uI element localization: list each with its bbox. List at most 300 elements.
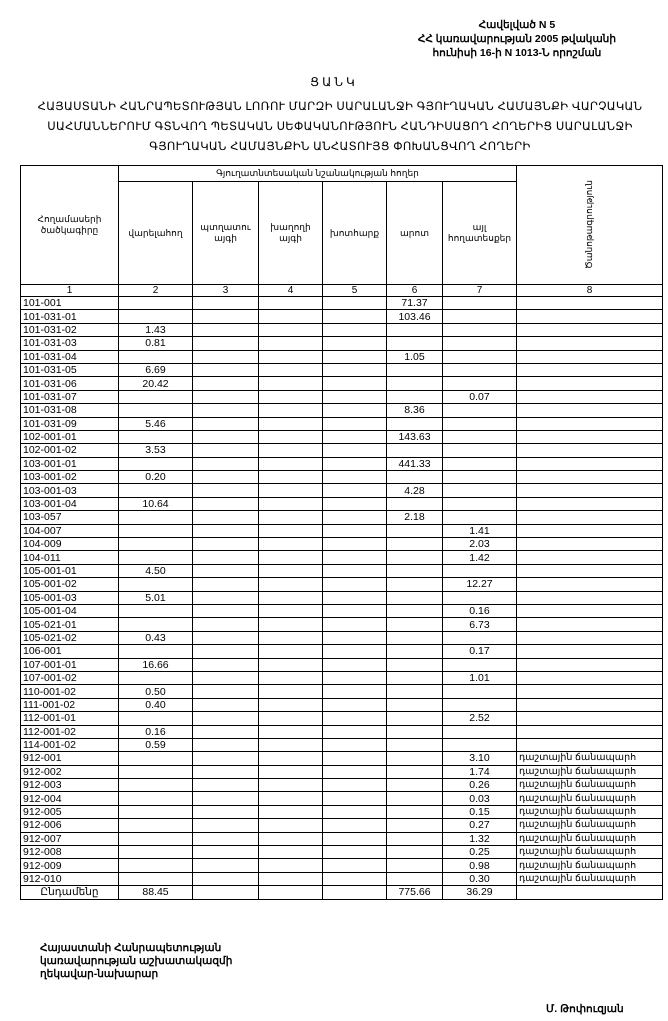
table-row	[21, 645, 663, 658]
area-cell	[193, 792, 259, 805]
note-cell	[517, 430, 663, 443]
area-cell	[387, 390, 443, 403]
area-cell	[193, 725, 259, 738]
area-cell	[193, 872, 259, 885]
area-cell	[259, 417, 323, 430]
area-cell	[259, 792, 323, 805]
area-cell	[323, 779, 387, 792]
area-cell: 2.03	[443, 538, 517, 551]
area-cell	[443, 377, 517, 390]
note-cell	[517, 417, 663, 430]
table-row	[21, 738, 663, 751]
area-cell	[387, 538, 443, 551]
area-cell	[193, 538, 259, 551]
signatory-name: Մ. Թոփուզյան	[546, 1003, 624, 1015]
area-cell	[387, 604, 443, 617]
header-col: վարելահող	[119, 182, 193, 285]
area-cell	[323, 685, 387, 698]
table-row	[21, 524, 663, 537]
table-row	[21, 471, 663, 484]
note-cell	[517, 444, 663, 457]
area-cell	[259, 832, 323, 845]
area-cell	[259, 859, 323, 872]
area-cell	[323, 832, 387, 845]
note-cell: դաշտային ճանապարհ	[517, 846, 663, 859]
list-title: ՑԱՆԿ	[310, 75, 358, 89]
area-cell	[323, 444, 387, 457]
area-cell	[193, 297, 259, 310]
area-cell	[119, 618, 193, 631]
area-cell	[259, 497, 323, 510]
note-cell	[517, 310, 663, 323]
table-row	[21, 404, 663, 417]
area-cell	[119, 538, 193, 551]
area-cell	[119, 832, 193, 845]
area-cell	[259, 658, 323, 671]
parcel-code: 912-003	[21, 779, 119, 792]
area-cell	[323, 337, 387, 350]
area-cell	[387, 363, 443, 376]
area-cell	[443, 404, 517, 417]
table-row	[21, 752, 663, 765]
area-cell	[443, 564, 517, 577]
area-cell	[193, 564, 259, 577]
area-cell	[119, 430, 193, 443]
note-cell	[517, 538, 663, 551]
annex-line-3: հունիսի 16-ի N 1013-Ն որոշման	[432, 47, 602, 59]
area-cell	[323, 631, 387, 644]
area-cell	[119, 805, 193, 818]
area-cell	[193, 765, 259, 778]
area-cell	[323, 564, 387, 577]
area-cell	[387, 337, 443, 350]
area-cell	[259, 846, 323, 859]
area-cell	[119, 712, 193, 725]
parcel-code: 101-001	[21, 297, 119, 310]
area-cell	[119, 859, 193, 872]
area-cell	[259, 631, 323, 644]
area-cell	[323, 886, 387, 899]
parcel-code: 101-031-03	[21, 337, 119, 350]
area-cell	[119, 390, 193, 403]
area-cell: 6.69	[119, 363, 193, 376]
table-row	[21, 765, 663, 778]
note-cell	[517, 297, 663, 310]
area-cell	[259, 738, 323, 751]
area-cell	[259, 712, 323, 725]
area-cell: 0.20	[119, 471, 193, 484]
table-row	[21, 390, 663, 403]
note-cell: դաշտային ճանապարհ	[517, 792, 663, 805]
document-title: ՀԱՅԱՍՏԱՆԻ ՀԱՆՐԱՊԵՏՈՒԹՅԱՆ ԼՈՌՈՒ ՄԱՐԶԻ ՍԱՐԱԼԱՆՋԻ ԳՅՈՒՂԱԿԱՆ ՀԱՄԱՅՆՔԻ ՎԱՐՉԱԿԱՆ ՍԱՀՄԱՆՆԵՐՈՒՄ ԳՏՆՎՈՂ ՊԵՏԱԿԱՆ ՍԵՓԱԿԱՆՈՒԹՅՈՒՆ ՀԱՆԴԻՍԱՑՈՂ ՀՈՂԵՐԻՑ ՍԱՐԱԼԱՆՋԻ ԳՅՈՒՂԱԿԱՆ ՀԱՄԱՅՆՔԻՆ ԱՆՀԱՏՈՒՅՑ ՓՈԽԱՆՑՎՈՂ ՀՈՂԵՐԻ	[37, 101, 643, 153]
area-cell	[387, 417, 443, 430]
area-cell	[387, 712, 443, 725]
table-row	[21, 578, 663, 591]
area-cell	[323, 604, 387, 617]
area-cell	[259, 310, 323, 323]
header-col: խաղողի այգի	[259, 182, 323, 285]
note-cell	[517, 363, 663, 376]
area-cell	[443, 698, 517, 711]
table-row	[21, 832, 663, 845]
note-cell	[517, 645, 663, 658]
signatory-line-1: Հայաստանի Հանրապետության	[40, 942, 222, 954]
area-cell	[387, 725, 443, 738]
area-cell: 0.30	[443, 872, 517, 885]
area-cell	[193, 685, 259, 698]
area-cell: 0.16	[119, 725, 193, 738]
area-cell	[193, 832, 259, 845]
area-cell: 1.05	[387, 350, 443, 363]
parcel-code: 101-031-09	[21, 417, 119, 430]
area-cell: 16.66	[119, 658, 193, 671]
parcel-code: 912-005	[21, 805, 119, 818]
area-cell	[387, 752, 443, 765]
area-cell	[119, 551, 193, 564]
area-cell: 0.59	[119, 738, 193, 751]
note-cell: դաշտային ճանապարհ	[517, 859, 663, 872]
area-cell	[193, 671, 259, 684]
area-cell	[119, 404, 193, 417]
header-group: Գյուղատնտեսական նշանակության հողեր	[119, 166, 517, 182]
parcel-code: 912-010	[21, 872, 119, 885]
area-cell	[259, 551, 323, 564]
area-cell	[387, 618, 443, 631]
area-cell	[387, 846, 443, 859]
note-cell	[517, 377, 663, 390]
header-col: այլ հողատեսքեր	[443, 182, 517, 285]
area-cell	[323, 297, 387, 310]
area-cell	[119, 819, 193, 832]
area-cell	[387, 872, 443, 885]
note-cell	[517, 323, 663, 336]
area-cell	[193, 350, 259, 363]
parcel-code: 105-001-02	[21, 578, 119, 591]
header-col: պտղատու այգի	[193, 182, 259, 285]
area-cell	[259, 363, 323, 376]
area-cell	[259, 698, 323, 711]
area-cell	[323, 404, 387, 417]
area-cell	[323, 738, 387, 751]
parcel-code: 103-001-03	[21, 484, 119, 497]
area-cell	[259, 457, 323, 470]
area-cell	[193, 471, 259, 484]
area-cell	[193, 457, 259, 470]
area-cell	[443, 363, 517, 376]
area-cell: 2.18	[387, 511, 443, 524]
parcel-code: 105-001-03	[21, 591, 119, 604]
area-cell	[193, 323, 259, 336]
area-cell	[323, 671, 387, 684]
area-cell	[259, 471, 323, 484]
note-cell	[517, 564, 663, 577]
area-cell	[259, 819, 323, 832]
annex-line-2: ՀՀ կառավարության 2005 թվականի	[417, 33, 616, 45]
note-cell	[517, 698, 663, 711]
area-cell	[259, 564, 323, 577]
area-cell	[119, 297, 193, 310]
area-cell	[119, 792, 193, 805]
area-cell	[259, 779, 323, 792]
area-cell	[323, 846, 387, 859]
parcel-code: 107-001-02	[21, 671, 119, 684]
area-cell	[259, 578, 323, 591]
area-cell	[387, 591, 443, 604]
area-cell	[443, 511, 517, 524]
parcel-code: Ընդամենը	[21, 886, 119, 899]
table-row	[21, 564, 663, 577]
note-cell	[517, 457, 663, 470]
area-cell: 20.42	[119, 377, 193, 390]
area-cell	[259, 337, 323, 350]
area-cell	[119, 511, 193, 524]
parcel-code: 912-007	[21, 832, 119, 845]
area-cell	[387, 564, 443, 577]
table-row	[21, 538, 663, 551]
area-cell	[323, 457, 387, 470]
area-cell: 0.40	[119, 698, 193, 711]
parcel-code: 912-009	[21, 859, 119, 872]
table-row	[21, 805, 663, 818]
area-cell: 4.50	[119, 564, 193, 577]
area-cell	[323, 712, 387, 725]
area-cell	[193, 497, 259, 510]
area-cell: 441.33	[387, 457, 443, 470]
area-cell: 0.26	[443, 779, 517, 792]
note-cell: դաշտային ճանապարհ	[517, 752, 663, 765]
area-cell: 0.50	[119, 685, 193, 698]
area-cell: 1.32	[443, 832, 517, 845]
table-row	[21, 591, 663, 604]
area-cell	[387, 792, 443, 805]
area-cell	[193, 377, 259, 390]
area-cell	[323, 377, 387, 390]
area-cell	[323, 792, 387, 805]
note-cell	[517, 404, 663, 417]
area-cell	[259, 604, 323, 617]
area-cell: 0.16	[443, 604, 517, 617]
parcel-code: 107-001-01	[21, 658, 119, 671]
area-cell	[193, 631, 259, 644]
area-cell	[443, 310, 517, 323]
area-cell	[323, 859, 387, 872]
area-cell	[323, 805, 387, 818]
area-cell: 0.25	[443, 846, 517, 859]
note-cell	[517, 390, 663, 403]
note-cell: դաշտային ճանապարհ	[517, 819, 663, 832]
area-cell	[443, 457, 517, 470]
table-row	[21, 444, 663, 457]
note-cell	[517, 604, 663, 617]
area-cell	[443, 497, 517, 510]
parcel-code: 101-031-07	[21, 390, 119, 403]
note-cell: դաշտային ճանապարհ	[517, 805, 663, 818]
area-cell	[443, 738, 517, 751]
area-cell	[193, 337, 259, 350]
table-row	[21, 297, 663, 310]
area-cell	[259, 444, 323, 457]
area-cell: 0.17	[443, 645, 517, 658]
area-cell	[193, 430, 259, 443]
area-cell	[259, 618, 323, 631]
parcel-code: 102-001-02	[21, 444, 119, 457]
area-cell	[119, 310, 193, 323]
area-cell	[323, 591, 387, 604]
parcel-code: 110-001-02	[21, 685, 119, 698]
area-cell	[323, 323, 387, 336]
column-number: 5	[323, 285, 387, 297]
area-cell	[443, 444, 517, 457]
area-cell	[193, 591, 259, 604]
area-cell	[443, 417, 517, 430]
area-cell	[323, 430, 387, 443]
area-cell: 12.27	[443, 578, 517, 591]
area-cell	[193, 859, 259, 872]
table-row	[21, 859, 663, 872]
area-cell: 4.28	[387, 484, 443, 497]
area-cell: 775.66	[387, 886, 443, 899]
parcel-code: 114-001-02	[21, 738, 119, 751]
note-cell: դաշտային ճանապարհ	[517, 779, 663, 792]
area-cell	[259, 511, 323, 524]
table-row	[21, 685, 663, 698]
area-cell	[259, 323, 323, 336]
area-cell: 1.42	[443, 551, 517, 564]
area-cell	[193, 886, 259, 899]
area-cell	[193, 404, 259, 417]
area-cell	[119, 484, 193, 497]
area-cell	[323, 725, 387, 738]
area-cell	[119, 350, 193, 363]
parcel-code: 101-031-04	[21, 350, 119, 363]
area-cell	[323, 390, 387, 403]
area-cell	[259, 538, 323, 551]
table-row	[21, 631, 663, 644]
area-cell	[193, 738, 259, 751]
area-cell	[259, 404, 323, 417]
parcel-code: 101-031-01	[21, 310, 119, 323]
area-cell	[387, 859, 443, 872]
signatory-line-2: կառավարության աշխատակազմի	[40, 955, 233, 967]
table-row	[21, 323, 663, 336]
column-number: 3	[193, 285, 259, 297]
area-cell	[323, 350, 387, 363]
parcel-code: 101-031-06	[21, 377, 119, 390]
area-cell	[119, 604, 193, 617]
area-cell	[387, 631, 443, 644]
parcel-code: 101-031-02	[21, 323, 119, 336]
area-cell	[323, 310, 387, 323]
annex-reference	[418, 18, 616, 60]
area-cell: 88.45	[119, 886, 193, 899]
area-cell	[193, 444, 259, 457]
note-cell	[517, 337, 663, 350]
area-cell: 0.03	[443, 792, 517, 805]
area-cell	[443, 471, 517, 484]
note-cell	[517, 658, 663, 671]
note-cell: դաշտային ճանապարհ	[517, 832, 663, 845]
area-cell	[443, 685, 517, 698]
area-cell	[193, 578, 259, 591]
area-cell	[443, 350, 517, 363]
area-cell	[387, 323, 443, 336]
area-cell	[193, 752, 259, 765]
note-cell	[517, 524, 663, 537]
area-cell	[323, 417, 387, 430]
area-cell	[259, 297, 323, 310]
note-cell	[517, 591, 663, 604]
area-cell	[323, 363, 387, 376]
area-cell	[119, 524, 193, 537]
table-row	[21, 417, 663, 430]
area-cell: 1.41	[443, 524, 517, 537]
parcel-code: 912-004	[21, 792, 119, 805]
area-cell	[259, 886, 323, 899]
area-cell	[259, 524, 323, 537]
note-cell	[517, 886, 663, 899]
area-cell	[323, 538, 387, 551]
parcel-code: 103-057	[21, 511, 119, 524]
signatory-line-3: ղեկավար-նախարար	[40, 968, 159, 980]
area-cell	[387, 685, 443, 698]
table-row	[21, 310, 663, 323]
area-cell	[259, 484, 323, 497]
area-cell	[387, 805, 443, 818]
area-cell	[323, 471, 387, 484]
note-cell	[517, 671, 663, 684]
area-cell	[259, 685, 323, 698]
column-number: 6	[387, 285, 443, 297]
area-cell	[443, 337, 517, 350]
area-cell	[119, 872, 193, 885]
area-cell	[193, 645, 259, 658]
area-cell	[259, 350, 323, 363]
area-cell	[193, 805, 259, 818]
area-cell	[193, 658, 259, 671]
area-cell	[323, 511, 387, 524]
area-cell	[323, 484, 387, 497]
signatory-title	[40, 942, 232, 981]
table-row	[21, 819, 663, 832]
area-cell: 0.15	[443, 805, 517, 818]
area-cell	[387, 645, 443, 658]
table-row	[21, 725, 663, 738]
table-row	[21, 497, 663, 510]
parcel-code: 105-001-04	[21, 604, 119, 617]
column-number: 7	[443, 285, 517, 297]
area-cell	[387, 832, 443, 845]
area-cell	[193, 604, 259, 617]
table-row	[21, 604, 663, 617]
note-cell	[517, 725, 663, 738]
table-row	[21, 363, 663, 376]
area-cell	[259, 872, 323, 885]
area-cell	[323, 645, 387, 658]
parcel-code: 106-001	[21, 645, 119, 658]
table-row	[21, 484, 663, 497]
header-col: արոտ	[387, 182, 443, 285]
table-row	[21, 792, 663, 805]
area-cell	[259, 591, 323, 604]
column-number: 2	[119, 285, 193, 297]
area-cell: 143.63	[387, 430, 443, 443]
area-cell	[387, 698, 443, 711]
area-cell: 3.53	[119, 444, 193, 457]
table-row	[21, 846, 663, 859]
area-cell	[387, 819, 443, 832]
area-cell: 71.37	[387, 297, 443, 310]
parcel-code: 104-011	[21, 551, 119, 564]
